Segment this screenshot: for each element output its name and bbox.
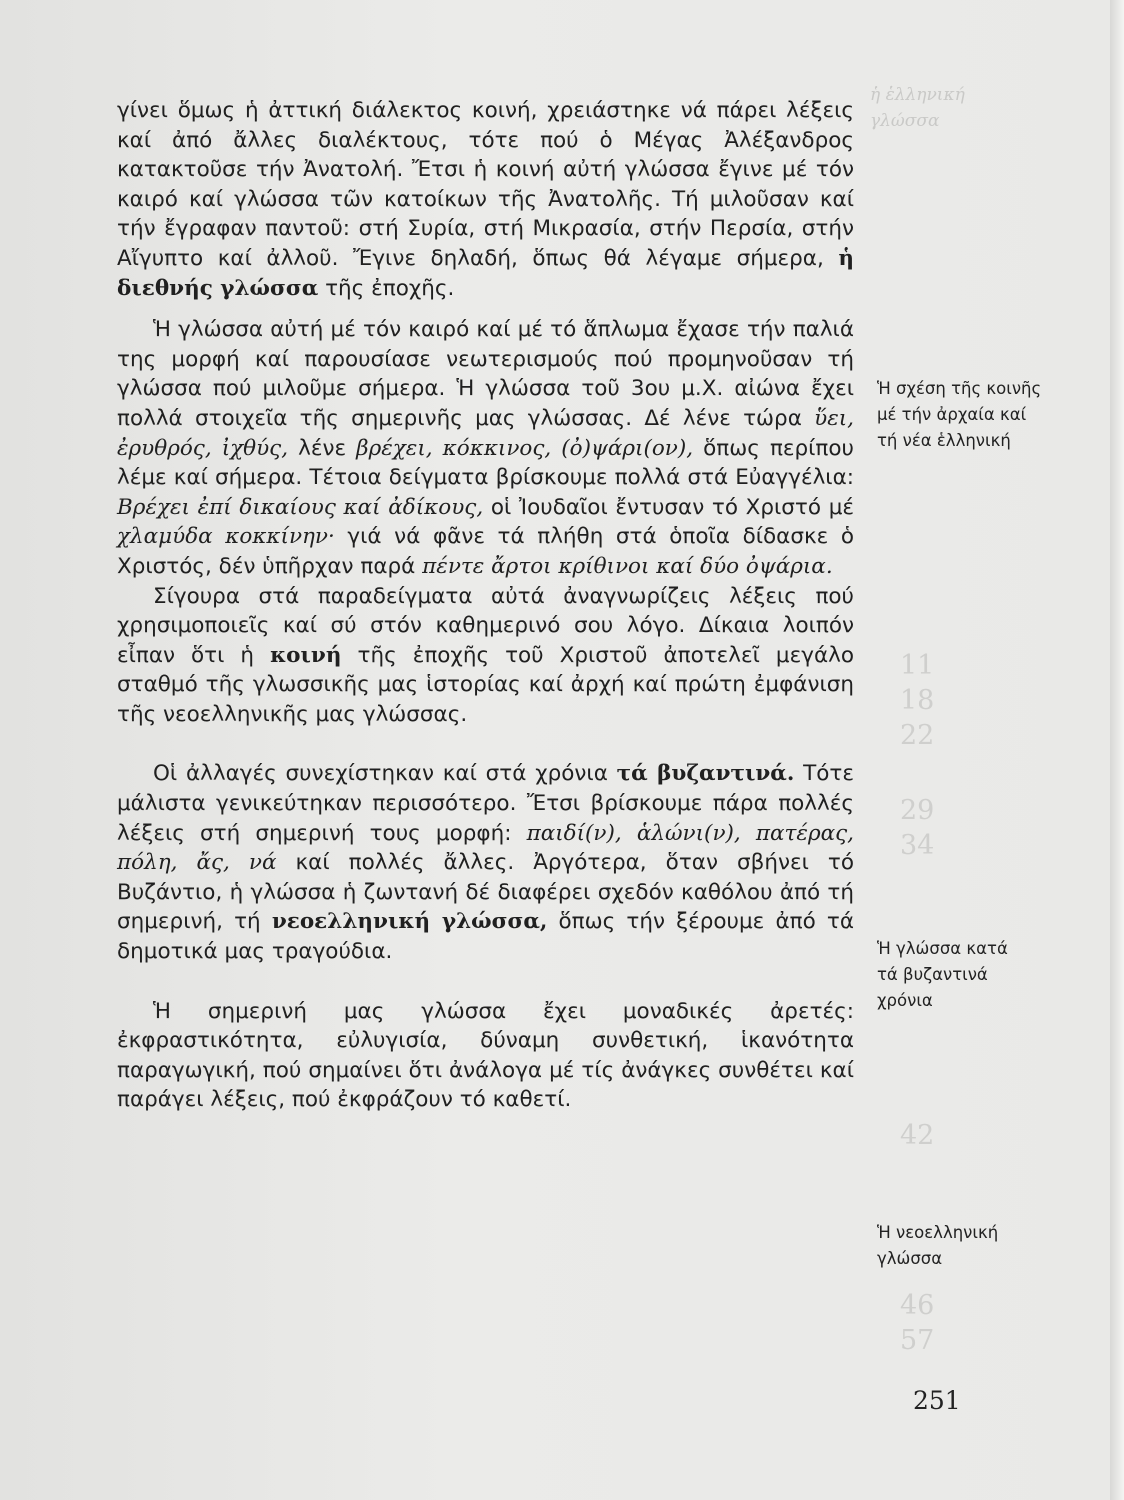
italic-text: Βρέχει ἐπί δικαίους καί ἀδίκους, [117, 494, 484, 520]
text-run: Οἱ ἀλλαγές συνεχίστηκαν καί στά χρόνια [153, 761, 617, 787]
bleed-through-number: 34 [900, 830, 935, 861]
margin-note: Ἡ νεοελληνική γλώσσα [877, 1223, 999, 1268]
bold-text: τά βυζαντινά. [616, 761, 795, 787]
bold-text: νεοελληνική γλώσσα, [271, 909, 548, 935]
italic-text: βρέχει, κόκκινος, (ὀ)ψάρι(ον), [356, 435, 694, 461]
bleed-through-number: 57 [900, 1325, 935, 1356]
bleed-through-number: 29 [900, 795, 935, 826]
bleed-through-number: 42 [900, 1120, 935, 1151]
text-run: καί πολλές ἄλλες. Ἀργότερα, ὅταν σβήνει τό Βυζάντιο, ἡ γλώσσα ἡ ζωντανή δέ διαφέρει σχεδόν καθόλου ἀπό τή σημερινή, τή [117, 850, 854, 935]
bleed-through-number: 22 [900, 720, 935, 751]
text-run: ὅπως τήν ξέρουμε ἀπό τά δημοτικά μας τραγούδια. [117, 909, 854, 965]
text-run: Σίγουρα στά παραδείγματα αὐτά ἀναγνωρίζεις λέξεις πού χρησιμοποιεῖς καί σύ στόν καθημερινό σου λόγο. Δίκαια λοιπόν εἶπαν ὅτι ἡ [117, 583, 854, 668]
bold-text: κοινή [270, 642, 342, 668]
margin-note: Ἡ γλώσσα κατά τά βυζαντινά χρόνια [877, 939, 1008, 1010]
text-run: Τότε μάλιστα γενικεύτηκαν περισσότερο. Ἔτσι βρίσκουμε πάρα πολλές λέξεις στή σημερινή τους μορφή: [117, 761, 854, 846]
text-run: Ἡ σημερινή μας γλώσσα ἔχει μοναδικές ἀρετές: ἐκφραστικότητα, εὐλυγισία, δύναμη συνθετική, ἱκανότητα παραγωγική, πού σημαίνει ὅτι ἀνάλογα μέ τίς ἀνάγκες συνθέτει καί παράγει λέξεις, πού ἐκφράζουν τό καθετί. [117, 998, 854, 1113]
text-run: οἱ Ἰουδαῖοι ἔντυσαν τό Χριστό μέ [483, 494, 854, 520]
text-run: Ἡ γλώσσα αὐτή μέ τόν καιρό καί μέ τό ἅπλωμα ἔχασε τήν παλιά της μορφή καί παρουσίασε νεωτερισμούς πού προμηνοῦσαν τή γλώσσα πού μιλοῦμε σήμερα. Ἡ γλώσσα τοῦ 3ου μ.Χ. αἰώνα ἔχει πολλά στοιχεῖα τῆς σημερινῆς μας γλώσσας. Δέ λένε τώρα [117, 317, 854, 431]
italic-text: πέντε ἄρτοι κρίθινοι καί δύο ὀψάρια. [422, 553, 833, 579]
italic-text: χλαμύδα κοκκίνην· [117, 524, 335, 550]
paragraph [117, 582, 854, 730]
paragraph [117, 759, 854, 966]
paragraph [117, 315, 854, 581]
paragraph [117, 997, 854, 1115]
italic-text: παιδί(ν), ἁλώνι(ν), πατέρας, πόλη, ἄς, νά [117, 820, 854, 876]
text-run: τῆς ἐποχῆς τοῦ Χριστοῦ ἀποτελεῖ μεγάλο σταθμό τῆς γλωσσικῆς μας ἱστορίας καί ἀρχή καί πρώτη ἐμφάνιση τῆς νεοελληνικῆς μας γλώσσας. [117, 642, 854, 727]
page-gutter [1110, 0, 1124, 1500]
main-text-column [117, 96, 854, 1115]
paragraph [117, 96, 854, 303]
text-run: λένε [288, 435, 357, 461]
bold-text: ἡ διεθνής γλώσσα [117, 245, 854, 301]
page-number: 251 [913, 1386, 961, 1415]
margin-note: Ἡ σχέση τῆς κοινῆς μέ τήν ἀρχαία καί τή νέα ἑλληνική [877, 379, 1042, 450]
bleed-through-number: 11 [900, 650, 935, 681]
bleed-through-number: 46 [900, 1290, 935, 1321]
bleed-through-text: ἡ ἑλληνική γλώσσα [870, 85, 965, 131]
text-run: γιά νά φᾶνε τά πλήθη στά ὁποῖα δίδασκε ὁ Χριστός, δέν ὑπῆρχαν παρά [117, 524, 854, 579]
italic-text: ὕει, ἐρυθρός, ἰχθύς, [117, 405, 854, 461]
bleed-through-number: 18 [900, 685, 935, 716]
text-run: γίνει ὅμως ἡ ἀττική διάλεκτος κοινή, χρειάστηκε νά πάρει λέξεις καί ἀπό ἄλλες διαλέκτους, τότε πού ὁ Μέγας Ἀλέξανδρος κατακτοῦσε τήν Ἀνατολή. Ἔτσι ἡ κοινή αὐτή γλώσσα ἔγινε μέ τόν καιρό καί γλώσσα τῶν κατοίκων τῆς Ἀνατολῆς. Τή μιλοῦσαν καί τήν ἔγραφαν παντοῦ: στή Συρία, στή Μικρασία, στήν Περσία, στήν Αἴγυπτο καί ἀλλοῦ. Ἔγινε δηλαδή, ὅπως θά λέγαμε σήμερα, [117, 98, 854, 271]
text-run: τῆς ἐποχῆς. [318, 275, 455, 301]
text-run: ὅπως περίπου λέμε καί σήμερα. Τέτοια δείγματα βρίσκουμε πολλά στά Εὐαγγέλια: [117, 435, 854, 491]
